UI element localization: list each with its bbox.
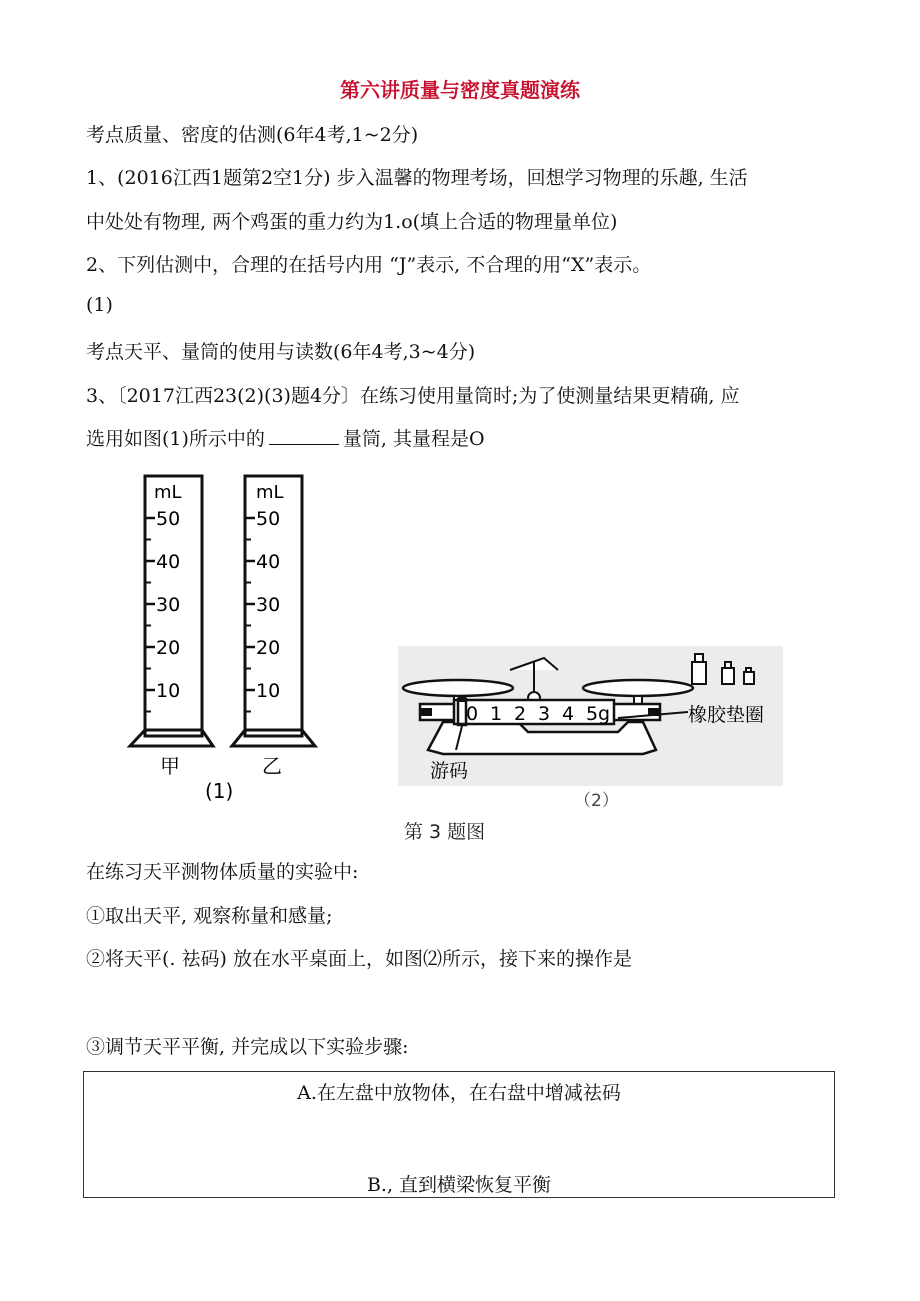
ruler-tick-label: 2: [514, 703, 527, 725]
question-3-text-before-blank: 选用如图(1)所示中的: [86, 428, 265, 450]
cylinder-yi-tick-label: 30: [256, 594, 281, 616]
procedure-box: [83, 1071, 835, 1198]
question-2: 2、下列估测中，合理的在括号内用 “J”表示, 不合理的用“X”表示。: [86, 254, 652, 276]
procedure-step-a: A.在左盘中放物体，在右盘中增减祛码: [297, 1082, 621, 1104]
cylinder-yi-tick-label: 10: [256, 680, 281, 702]
cylinder-jia-unit: mL: [154, 482, 182, 503]
step-3: ③调节天平平衡, 并完成以下实验步骤:: [86, 1036, 409, 1058]
cylinder-yi-tick-label: 40: [256, 551, 281, 573]
section-heading-estimation: 考点质量、密度的估测(6年4考,1~2分): [86, 124, 419, 146]
step-2: ②将天平(. 祛码) 放在水平桌面上，如图⑵所示，接下来的操作是: [86, 948, 632, 970]
figure-2-label: （2）: [574, 791, 619, 811]
balance-experiment-intro: 在练习天平测物体质量的实验中:: [86, 861, 359, 883]
procedure-step-b: B., 直到横梁恢复平衡: [366, 1174, 552, 1196]
question-3-line-2: [86, 424, 485, 451]
question-2-item-1: (1): [86, 294, 113, 316]
cylinder-yi: [232, 476, 315, 746]
left-pan: [403, 680, 513, 696]
cylinder-yi-label: 乙: [262, 754, 282, 778]
cylinder-jia-tick-label: 50: [156, 508, 181, 530]
cylinder-jia-tick-label: 30: [156, 594, 181, 616]
rubber-ring-label: 橡胶垫圈: [688, 704, 765, 726]
section-heading-balance: 考点天平、量筒的使用与读数(6年4考,3~4分): [86, 341, 476, 363]
cylinder-yi-unit: mL: [256, 482, 284, 503]
cylinder-yi-tick-label: 20: [256, 637, 281, 659]
figure-caption: 第 3 题图: [404, 821, 486, 843]
question-3-text-after-blank: 量筒, 其量程是O: [342, 428, 485, 450]
cylinder-jia-label: 甲: [160, 754, 180, 778]
ruler-tick-label: 5: [586, 703, 599, 725]
rider-label: 游码: [430, 760, 469, 782]
step-1: ①取出天平, 观察称量和感量;: [86, 905, 333, 927]
cylinder-jia-tick-label: 40: [156, 551, 181, 573]
ruler-tick-label: 3: [538, 703, 551, 725]
ruler-unit: g: [598, 703, 611, 725]
question-3-line-1: 3、〔2017江西23(2)(3)题4分〕在练习使用量筒时;为了使测量结果更精确, 应: [86, 385, 740, 407]
cylinder-yi-tick-label: 50: [256, 508, 281, 530]
answer-blank: [269, 430, 339, 445]
cylinder-jia: [130, 476, 213, 746]
ruler-tick-label: 1: [490, 703, 503, 725]
question-1-line-1: 1、(2016江西1题第2空1分) 步入温馨的物理考场，回想学习物理的乐趣, 生活: [86, 167, 748, 189]
right-pan: [583, 680, 693, 696]
ruler-tick-label: 4: [562, 703, 575, 725]
question-1-line-2: 中处处有物理, 两个鸡蛋的重力约为1.o(填上合适的物理量单位): [86, 211, 618, 233]
graduated-cylinders-figure: [120, 468, 340, 828]
ruler-tick-label: 0: [466, 703, 479, 725]
figure-1-label: (1): [205, 779, 234, 803]
cylinder-jia-tick-label: 20: [156, 637, 181, 659]
cylinder-jia-tick-label: 10: [156, 680, 181, 702]
balance-figure: [398, 640, 788, 845]
page-title: 第六讲质量与密度真题演练: [340, 78, 580, 102]
